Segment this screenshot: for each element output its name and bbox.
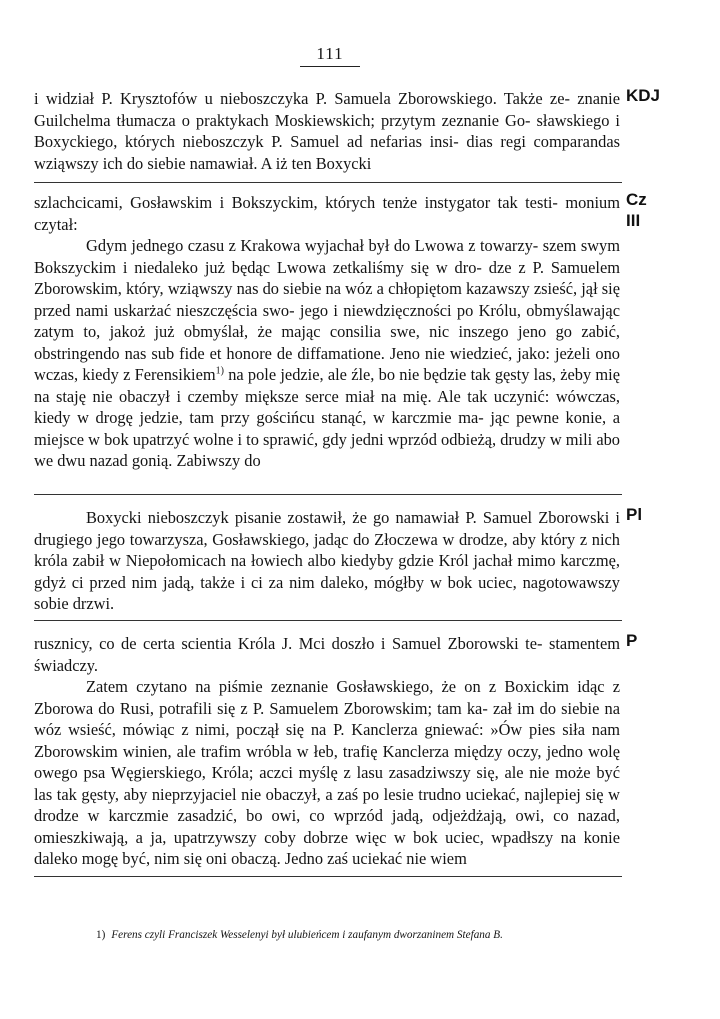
text-line: na pole jedzie, ale źle, bo nie będzie tak gęsty las, żeby mię [223,365,620,384]
siglum-pl: Pl [626,505,643,524]
text-line: stamentem świadczy. [34,634,620,675]
text-line: jąc pewne konie, a miejsce w bok upatrzyć wolne i to sprawić, gdy jedni [34,408,620,449]
text-line: że mając consilia swe, nic inszego jeno go zabić, obstringendo nas sub fide [34,322,620,363]
section-cz [34,192,620,472]
section-divider [34,876,622,877]
footnote-ref: 1) [215,365,224,377]
footnote-mark: 1) [96,929,106,941]
text-line: znanie Guilchelma tłumacza o praktykach Moskiewskich; przytym zeznanie Go- [34,89,621,130]
paragraph [34,507,620,615]
text-line: jego i niewdzięczności po Królu, obmyślawając zatym to, jakoż już obmyślał, [34,300,620,341]
text-line: wprzód odbieżą, drudzy w mili abo we dwu nazad gonią. Zabiwszy do [34,429,620,470]
text-line: i ci za nim daleko, mógłby w bok uciec, nagotowawszy sobie drzwi. [34,572,620,613]
text-line: zał im do siebie na wóz wsieść, mówiąc z nimi, począł się na P. Kanclerza [34,698,620,739]
footnote [96,928,636,943]
section-divider [34,182,622,183]
paragraph [34,633,620,676]
text-line: Gdym jednego czasu z Krakowa wyjachał był do Lwowa z towarzy- [86,236,539,255]
section-pl [34,507,620,615]
text-line: Boxycki nieboszczyk pisanie zostawił, że go namawiał P. Samuel [86,508,533,527]
text-line: rusznicy, co de certa scientia Króla J. Mci doszło i Samuel Zborowski te- [34,634,543,653]
text-line: et honore de diffamatione. Jeno nie wiedzieć, jako: jeżeli ono wczas, kiedy [34,343,620,384]
page-number: 111 [300,44,360,67]
siglum-cz: Cz [626,190,647,209]
text-line: z Ferensikiem [123,365,216,384]
siglum-cz-volume: III [626,211,641,230]
section-p [34,633,620,870]
text-line: szlachcicami, Gosławskim i Bokszyckim, których tenże instygator tak testi- [34,193,558,212]
text-line: dze z P. Samuelem Zborowskim, który, wziąwszy nas do siebie na wóz [34,257,621,298]
text-line: na konie daleko mogę być, nim się oni obaczą. Jedno zaś uciekać nie wiem [34,827,621,868]
text-line: w drodze, aby który z nich króla zabił w Niepołomicach na łowiech albo [34,529,620,570]
paragraph [34,88,620,174]
text-line: nieprzyjaciel nie obaczył, a zaś po lesie trudno uciekać, najlepiej się w drodze [34,784,620,825]
text-line: i widział P. Krysztofów u nieboszczyka P. Samuela Zborowskiego. Także ze- [34,89,570,108]
paragraph [34,676,620,870]
text-line: sławskiego i Boxyckiego, których nieboszczyk P. Samuel ad nefarias insi- [34,110,620,151]
section-divider [34,620,622,621]
text-line: monium czytał: [34,193,620,234]
text-line: omieszkiwają, a ja, upatrzywszy coby dobrze więc w bok uciec, wpadłszy [34,827,554,847]
footnote-text: Ferens czyli Franciszek Wesselenyi był ulubieńcem i zaufanym dworzaninem Stefana B. [111,929,503,941]
text-line: kiedyby gdzie Król jachał mimo karczmę, gdyż ci przed nim jadą, także [34,551,620,592]
text-line: Zatem czytano na piśmie zeznanie Gosławskiego, że on z Boxickim [86,677,569,696]
text-line: w karczmie zasadzić, bo owi, co wprzód jadą, odjeżdżają, owi, co nazad, [87,806,620,825]
text-line: dias regi comparandas wziąwszy ich do siebie namawiał. A iż ten Boxycki [34,132,620,173]
section-divider [34,494,622,495]
siglum-kdj: KDJ [626,86,661,105]
text-line: Zborowski i drugiego jego towarzysza, Gosławskiego, jadąc do Złoczewa [34,508,620,549]
text-line: na staję nie obaczył i czemby miększe serce miał na mię. Ale tak uczynić: [34,386,550,406]
text-line: trafię Kanclerza między oczy, jedno wolę owego psa Węgierskiego, Króla; [34,741,620,782]
text-line: idąc z Zborowa do Rusi, potrafili się z P. Samuelem Zborowskim; tam ka- [34,677,620,718]
text-line: gniewać: »Ów pies siła nam Zborowskim winien, ale trafim wróbla w łeb, [34,720,620,761]
text-line: aczci myślę z lasu zasadziwszy się, ale nie może być las tak gęsty, aby [34,763,620,804]
text-line: a chłopiętom kazawszy zsieść, jął się przed nami uskarżać nieszczęścia swo- [34,279,620,320]
text-line: wówczas, kiedy w drogę jedzie, tam przy gościńcu stanąć, w karczmie ma- [34,386,620,427]
paragraph [34,192,620,235]
paragraph [34,235,620,472]
siglum-p: P [626,631,638,650]
section-kdj [34,88,620,174]
text-line: szem swym Bokszyckim i niedaleko już będąc Lwowa zetkaliśmy się w dro- [34,236,620,277]
